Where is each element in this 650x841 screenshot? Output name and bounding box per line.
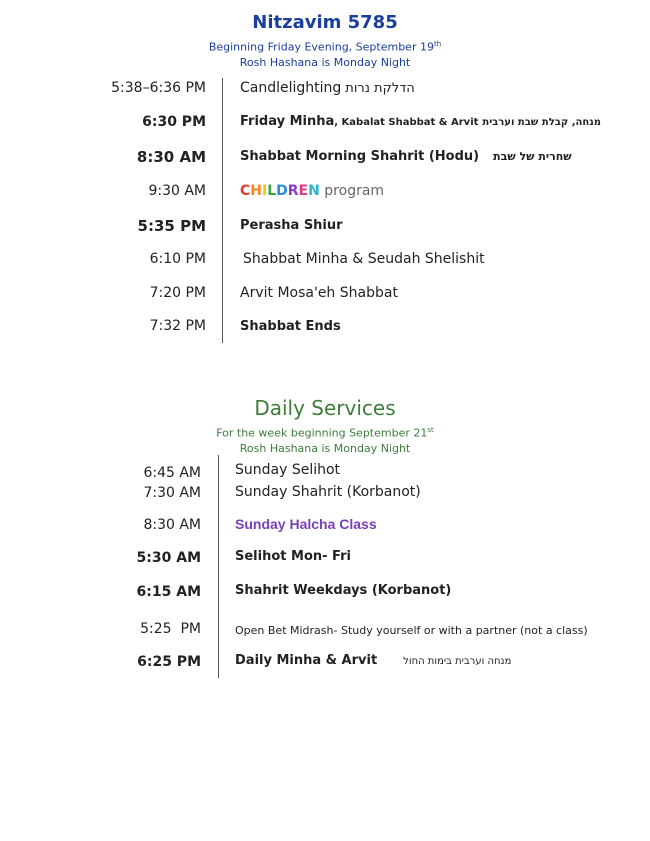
daily-subtitle-sup: st: [427, 426, 434, 434]
shabbat-event-2-hebrew: מנחה, קבלת שבת וערבית: [482, 117, 601, 128]
shabbat-event-8: Shabbat Ends: [240, 319, 341, 334]
daily-event-2: Sunday Shahrit (Korbanot): [235, 484, 421, 500]
daily-time-4: 5:30 AM: [136, 550, 201, 566]
daily-event-7: [235, 653, 511, 668]
children-letter: L: [267, 183, 277, 199]
shabbat-subtitle: [0, 37, 650, 70]
shabbat-event-2-label: Friday Minha: [240, 114, 335, 129]
shabbat-event-5: Perasha Shiur: [240, 218, 343, 233]
children-program-label: program: [319, 183, 385, 199]
shabbat-time-3: 8:30 AM: [136, 148, 206, 166]
shabbat-divider: [222, 78, 223, 343]
children-letter: D: [276, 183, 288, 199]
children-letter: R: [287, 183, 299, 199]
shabbat-subtitle-sup: th: [433, 40, 442, 48]
shabbat-event-6: Shabbat Minha & Seudah Shelishit: [243, 251, 485, 267]
daily-subtitle-2: Rosh Hashana is Monday Night: [239, 441, 411, 455]
children-letter: H: [250, 183, 262, 199]
daily-time-6: 5:25 PM: [140, 621, 201, 637]
children-letter: N: [308, 183, 320, 199]
children-letter: I: [262, 183, 268, 199]
shabbat-time-4: 9:30 AM: [148, 183, 206, 199]
daily-event-4: Selihot Mon- Fri: [235, 549, 351, 564]
shabbat-time-8: 7:32 PM: [149, 318, 206, 334]
daily-subtitle: [0, 423, 650, 456]
shabbat-event-1-label: Candlelighting: [240, 80, 342, 96]
shabbat-event-3-label: Shabbat Morning Shahrit (Hodu): [240, 149, 480, 164]
shabbat-event-3-hebrew: שחרית של שבת: [493, 150, 572, 163]
daily-event-7-hebrew: מנחה וערבית בימות החול: [403, 656, 512, 667]
shabbat-time-5: 5:35 PM: [137, 217, 206, 235]
daily-time-1: 6:45 AM: [143, 465, 201, 481]
shabbat-event-1: [240, 80, 415, 96]
daily-subtitle-text: For the week beginning September 21: [216, 426, 428, 440]
shabbat-time-6: 6:10 PM: [149, 251, 206, 267]
children-label: [240, 183, 320, 199]
daily-time-2: 7:30 AM: [143, 485, 201, 501]
daily-time-3: 8:30 AM: [143, 517, 201, 533]
shabbat-time-7: 7:20 PM: [149, 285, 206, 301]
shabbat-subtitle-2: Rosh Hashana is Monday Night: [239, 55, 411, 69]
children-letter: E: [298, 183, 309, 199]
shabbat-event-7: Arvit Mosa'eh Shabbat: [240, 285, 398, 301]
daily-event-3: Sunday Halcha Class: [235, 516, 377, 532]
daily-time-7: 6:25 PM: [137, 654, 201, 670]
daily-title: Daily Services: [254, 396, 396, 420]
daily-event-6: Open Bet Midrash- Study yourself or with a partner (not a class): [235, 624, 588, 637]
daily-divider: [218, 455, 219, 678]
shabbat-time-2: 6:30 PM: [142, 114, 206, 130]
shabbat-event-2-extra: , Kabalat Shabbat & Arvit: [334, 117, 479, 128]
daily-event-1: Sunday Selihot: [235, 462, 341, 478]
daily-event-5: Shahrit Weekdays (Korbanot): [235, 583, 452, 598]
children-letter: C: [240, 183, 251, 199]
shabbat-event-4: [240, 183, 384, 199]
daily-time-5: 6:15 AM: [136, 584, 201, 600]
shabbat-subtitle-text: Beginning Friday Evening, September 19: [208, 40, 434, 54]
shabbat-title: Nitzavim 5785: [252, 12, 398, 33]
shabbat-event-2: [240, 114, 601, 129]
shabbat-time-1: 5:38–6:36 PM: [111, 80, 206, 96]
daily-event-7-label: Daily Minha & Arvit: [235, 653, 378, 668]
shabbat-event-1-hebrew: הדלקת נרות: [345, 81, 415, 96]
shabbat-event-3: [240, 149, 572, 164]
